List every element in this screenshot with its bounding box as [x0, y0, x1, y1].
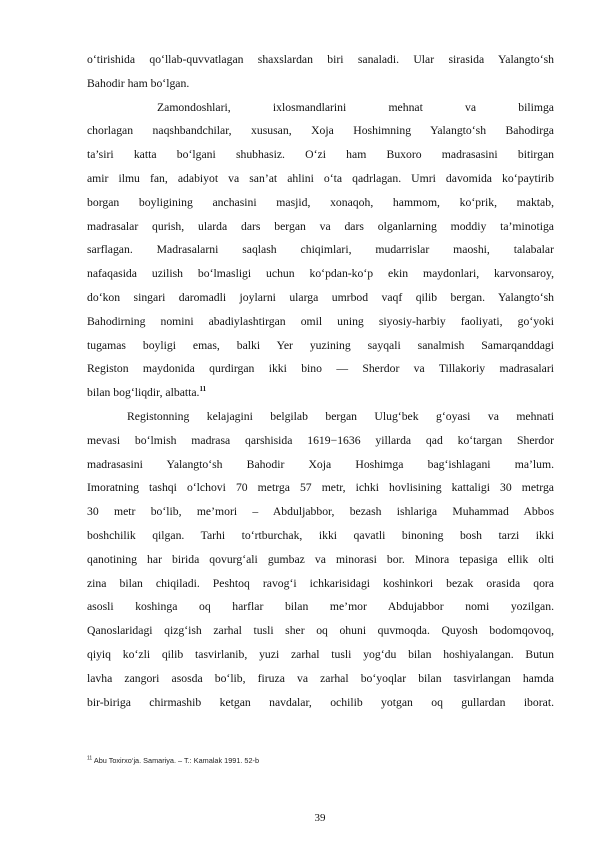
footnote-number: 11	[87, 755, 93, 762]
text-line: Bahodir ham bo‘lgan.	[87, 76, 190, 90]
footnote-reference[interactable]: 11	[199, 385, 207, 394]
paragraph-start-line: Registonning kelajagini belgilab bergan Ulug‘bek g‘oyasi va mehnati	[127, 409, 554, 423]
text-line: zina bilan chiqiladi. Peshtoq ravog‘i ichkarisidagi koshinkori bezak orasida qora	[87, 576, 554, 590]
text-line: qiyiq ko‘zli qilib tasvirlanib, yuzi zarhal tusli yog‘du bilan hoshiyalangan. Butun	[87, 647, 554, 661]
text-line: tugamas boyligi emas, balki Yer yuzining sayqali sanalmish Samarqanddagi	[87, 338, 554, 352]
footnote	[87, 756, 554, 765]
text-line: sarflagan. Madrasalarni saqlash chiqimlari, mudarrislar maoshi, talabalar	[87, 243, 554, 257]
paragraph-start-line: Zamondoshlari, ixlosmandlarini mehnat va bilimga	[157, 100, 554, 114]
text-line: boshchilik qilgan. Tarhi to‘rtburchak, ikki qavatli binoning bosh tarzi ikki	[87, 528, 554, 542]
text-line: nafaqasida uzilish bo‘lmasligi uchun ko‘pdan-ko‘p ekin maydonlari, karvonsaroy,	[87, 267, 554, 281]
text-line: do‘kon singari daromadli joylarni ularga umrbod vaqf qilib bergan. Yalangto‘sh	[87, 290, 554, 304]
text-line: madrasasini Yalangto‘sh Bahodir Xoja Hoshimga bag‘ishlagani ma’lum.	[87, 457, 554, 471]
text-line: o‘tirishida qo‘llab-quvvatlagan shaxslardan biri sanaladi. Ular sirasida Yalangto‘sh	[87, 53, 554, 66]
text-line: 30 metr bo‘lib, me’mori – Abduljabbor, bezash ishlariga Muhammad Abbos	[87, 505, 554, 519]
text-line: chorlagan naqshbandchilar, xususan, Xoja Hoshimning Yalangto‘sh Bahodirga	[87, 124, 554, 138]
text-line: ta’siri katta bo‘lgani shubhasiz. O‘zi ham Buxoro madrasasini bitirgan	[87, 148, 554, 162]
text-line-content: bilan bog‘liqdir, albatta.	[87, 386, 200, 400]
text-line: asosli koshinga oq harflar bilan me’mor Abdujabbor nomi yozilgan.	[87, 600, 554, 614]
text-line: mevasi bo‘lmish madrasa qarshisida 1619−1636 yillarda qad ko‘targan Sherdor	[87, 433, 554, 447]
text-line: bir-biriga chirmashib ketgan navdalar, ochilib yotgan oq gullardan iborat.	[87, 695, 554, 709]
text-line: Qanoslaridagi qizg‘ish zarhal tusli sher oq ohuni quvmoqda. Quyosh bodomqovoq,	[87, 624, 554, 638]
text-line: amir ilmu fan, adabiyot va san’at ahlini o‘ta qadrlagan. Umri davomida ko‘paytirib	[87, 171, 554, 185]
text-line	[87, 381, 554, 405]
footnote-text: Abu Toxirxo‘ja. Samariya. – T.: Kamalak 1991. 52-b	[93, 756, 260, 765]
page-number: 39	[314, 812, 326, 824]
text-line: madrasalar qurish, ularda dars bergan va dars olganlarning moddiy ta’minotiga	[87, 219, 554, 233]
text-line: qanotining har birida qovurg‘ali gumbaz va minorasi bor. Minora tepasiga ellik olti	[87, 552, 554, 566]
text-line: lavha zangori asosda bo‘lib, firuza va zarhal bo‘yoqlar bilan tasvirlangan hamda	[87, 671, 554, 685]
text-line: Registon maydonida qurdirgan ikki bino — Sherdor va Tillakoriy madrasalari	[87, 362, 554, 376]
text-line: Imoratning tashqi o‘lchovi 70 metrga 57 metr, ichki hovlisining kattaligi 30 metrga	[87, 481, 554, 495]
text-line: borgan boyligining anchasini masjid, xonaqoh, hammom, ko‘prik, maktab,	[87, 195, 554, 209]
text-line: Bahodirning nomini abadiylashtirgan omil uning siyosiy-harbiy faoliyati, go‘yoki	[87, 314, 554, 328]
body-text	[87, 48, 554, 714]
